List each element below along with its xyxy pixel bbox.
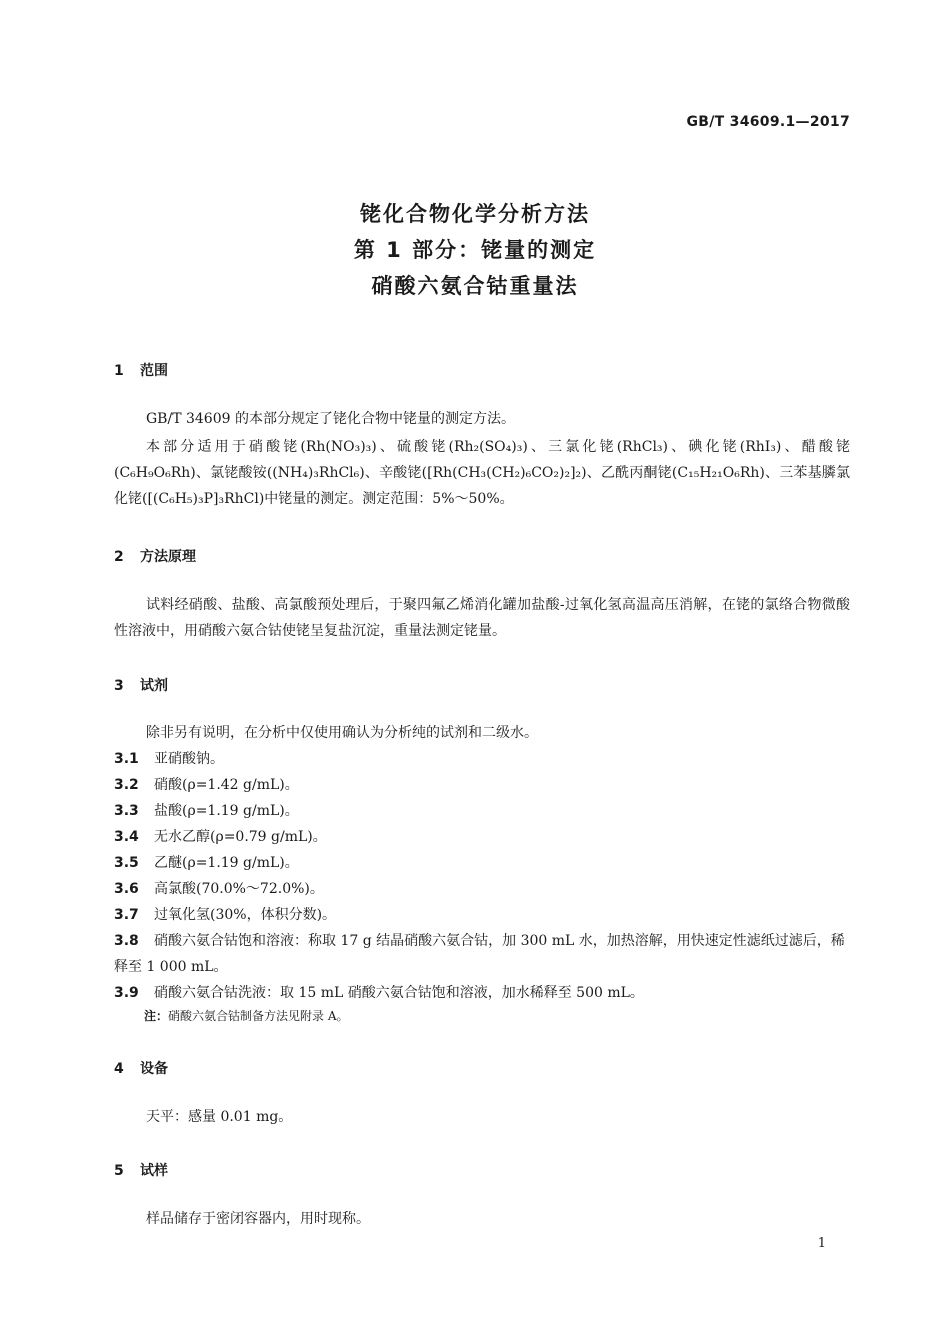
- item-text: 硝酸六氨合钴饱和溶液：称取 17 g 结晶硝酸六氨合钴，加 300 mL 水，加热溶解，用快速定性滤纸过滤后，稀释至 1 000 mL。: [114, 933, 845, 975]
- section-title: 试样: [140, 1163, 168, 1179]
- item-number: 3.3: [114, 803, 139, 819]
- item-number: 3.8: [114, 933, 139, 949]
- section-heading-3: [114, 675, 168, 695]
- item-number: 3.6: [114, 881, 139, 897]
- section-heading-1: [114, 360, 168, 380]
- list-item: [114, 772, 850, 798]
- section-1-paragraph-1: GB/T 34609 的本部分规定了铑化合物中铑量的测定方法。: [146, 411, 515, 427]
- item-number: 3.4: [114, 829, 139, 845]
- list-item: [114, 876, 850, 902]
- section-5-paragraph-1: 样品储存于密闭容器内，用时现称。: [146, 1211, 370, 1227]
- section-4-paragraph-1: 天平：感量 0.01 mg。: [146, 1109, 293, 1125]
- section-heading-2: [114, 546, 196, 566]
- item-text: 硝酸六氨合钴洗液：取 15 mL 硝酸六氨合钴饱和溶液，加水稀释至 500 mL。: [154, 985, 644, 1001]
- list-item: [114, 824, 850, 850]
- note-label: 注：: [144, 1009, 169, 1023]
- page-number: 1: [817, 1236, 826, 1251]
- section-number: 4: [114, 1061, 124, 1077]
- item-text: 高氯酸(70.0%～72.0%)。: [154, 881, 324, 897]
- section-heading-5: [114, 1160, 168, 1180]
- item-text: 无水乙醇(ρ=0.79 g/mL)。: [154, 829, 327, 845]
- section-title: 试剂: [140, 678, 168, 694]
- section-title: 范围: [140, 363, 168, 379]
- note-text: 硝酸六氨合钴制备方法见附录 A。: [168, 1009, 349, 1023]
- item-text: 盐酸(ρ=1.19 g/mL)。: [154, 803, 299, 819]
- item-text: 硝酸(ρ=1.42 g/mL)。: [154, 777, 299, 793]
- list-item: [114, 902, 850, 928]
- note: [144, 1006, 349, 1026]
- section-title: 设备: [140, 1061, 168, 1077]
- section-title: 方法原理: [140, 549, 196, 565]
- item-number: 3.7: [114, 907, 139, 923]
- section-2-paragraph-1: 试料经硝酸、盐酸、高氯酸预处理后，于聚四氟乙烯消化罐加盐酸-过氧化氢高温高压消解，在铑的氯络合物微酸性溶液中，用硝酸六氨合钴使铑呈复盐沉淀，重量法测定铑量。: [114, 597, 850, 639]
- list-item: [114, 928, 850, 980]
- item-text: 过氧化氢(30%，体积分数)。: [154, 907, 337, 923]
- standard-code: GB/T 34609.1—2017: [686, 114, 850, 130]
- item-number: 3.1: [114, 751, 139, 767]
- item-text: 亚硝酸钠。: [154, 751, 224, 767]
- title-line-3: 硝酸六氨合钴重量法: [371, 274, 579, 298]
- section-heading-4: [114, 1058, 168, 1078]
- section-number: 3: [114, 678, 124, 694]
- section-number: 1: [114, 363, 124, 379]
- list-item: [114, 980, 850, 1006]
- item-number: 3.9: [114, 985, 139, 1001]
- section-number: 5: [114, 1163, 124, 1179]
- item-text: 乙醚(ρ=1.19 g/mL)。: [154, 855, 299, 871]
- list-item: [114, 850, 850, 876]
- item-number: 3.2: [114, 777, 139, 793]
- item-number: 3.5: [114, 855, 139, 871]
- list-item: [114, 746, 850, 772]
- section-1-paragraph-2: 本部分适用于硝酸铑(Rh(NO₃)₃)、硫酸铑(Rh₂(SO₄)₃)、三氯化铑(RhCl₃)、碘化铑(RhI₃)、醋酸铑(C₆H₉O₆Rh)、氯铑酸铵((NH₄)₃RhCl₆)、辛酸铑([Rh(CH₃(CH₂)₆CO₂)₂]₂)、乙酰丙酮铑(C₁₅H₂₁O₆Rh)、三苯基膦氯化铑([(C₆H₅)₃P]₃RhCl)中铑量的测定。测定范围：5%～50%。: [114, 439, 850, 507]
- title-line-2: 第 1 部分：铑量的测定: [353, 238, 597, 262]
- title-line-1: 铑化合物化学分析方法: [360, 202, 590, 226]
- section-3-intro: 除非另有说明，在分析中仅使用确认为分析纯的试剂和二级水。: [146, 725, 538, 741]
- list-item: [114, 798, 850, 824]
- document-title: [0, 196, 950, 304]
- section-number: 2: [114, 549, 124, 565]
